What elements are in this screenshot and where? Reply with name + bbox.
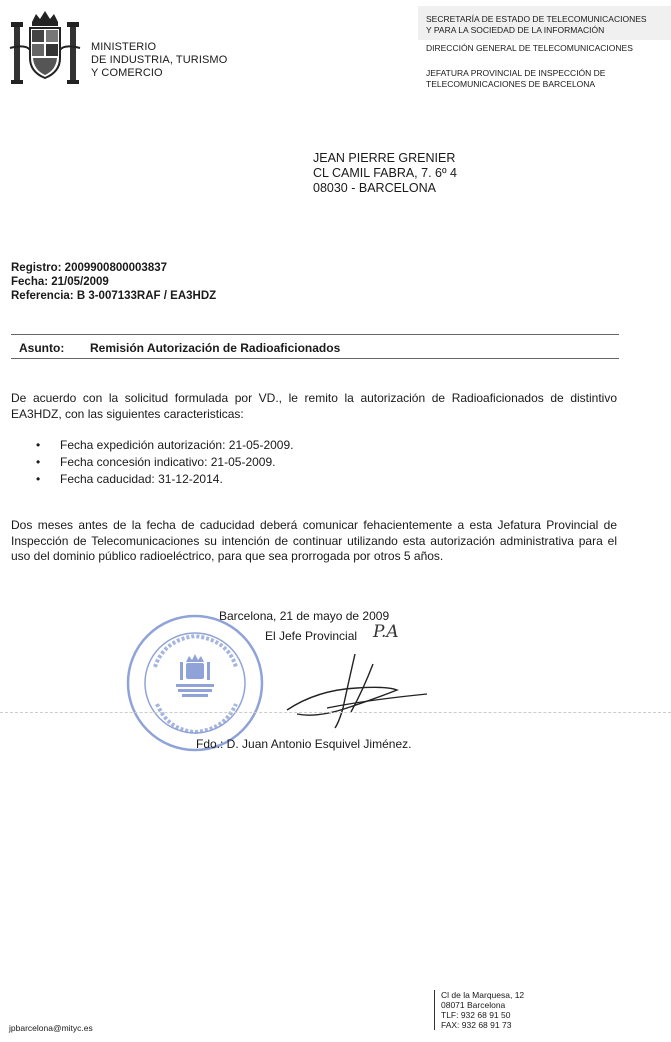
list-item bbox=[36, 454, 293, 471]
body-paragraph-intro: De acuerdo con la solicitud formulada por VD., le remito la autorización de Radioaficionados de distintivo EA3HDZ, con las siguientes caracteristicas: bbox=[11, 391, 617, 421]
footer-email: jpbarcelona@mityc.es bbox=[9, 1023, 93, 1033]
list-item-text: Fecha expedición autorización: 21-05-2009. bbox=[60, 438, 294, 452]
official-stamp bbox=[124, 612, 266, 754]
ministry-line: MINISTERIO bbox=[91, 41, 157, 53]
direccion-general: DIRECCIÓN GENERAL DE TELECOMUNICACIONES bbox=[426, 43, 633, 53]
subject-top-rule bbox=[11, 334, 619, 335]
bullet-icon: • bbox=[36, 472, 41, 486]
ministry-line: Y COMERCIO bbox=[91, 67, 163, 79]
signer-title: El Jefe Provincial bbox=[265, 629, 358, 643]
subject-label: Asunto: bbox=[19, 341, 65, 355]
registro-number: Registro: 2009900800003837 bbox=[11, 262, 168, 274]
list-item bbox=[36, 471, 293, 488]
registry-block bbox=[11, 261, 216, 303]
footer-fax: FAX: 932 68 91 73 bbox=[441, 1020, 512, 1030]
bullet-icon: • bbox=[36, 455, 41, 469]
body-paragraph-renewal: Dos meses antes de la fecha de caducidad deberá comunicar fehacientemente a esta Jefatura Provincial de Inspección de Telecomunicaciones su intención de continuar utilizando esta autorización administrativa para el uso del dominio público radioeléctrico, para que sea prorrogada por otros 5 años. bbox=[11, 518, 617, 563]
place-and-date: Barcelona, 21 de mayo de 2009 bbox=[219, 609, 390, 623]
footer-street: Cl de la Marquesa, 12 bbox=[441, 990, 525, 1000]
subject-bottom-rule bbox=[11, 358, 619, 359]
handwritten-signature bbox=[277, 650, 437, 732]
registry-date: Fecha: 21/05/2009 bbox=[11, 276, 109, 288]
ministry-line: DE INDUSTRIA, TURISMO bbox=[91, 54, 228, 66]
jefatura-line: TELECOMUNICACIONES DE BARCELONA bbox=[426, 79, 596, 89]
list-item-text: Fecha caducidad: 31-12-2014. bbox=[60, 472, 223, 486]
jefatura-line: JEFATURA PROVINCIAL DE INSPECCIÓN DE bbox=[426, 68, 606, 78]
scan-artifact-line bbox=[0, 712, 671, 714]
secretaria-name bbox=[426, 14, 647, 36]
coat-of-arms-emblem bbox=[6, 8, 84, 90]
recipient-address bbox=[313, 151, 457, 196]
recipient-name: JEAN PIERRE GRENIER bbox=[313, 151, 456, 165]
footer-address bbox=[434, 990, 524, 1030]
reference: Referencia: B 3-007133RAF / EA3HDZ bbox=[11, 290, 217, 302]
bullet-icon: • bbox=[36, 438, 41, 452]
list-item bbox=[36, 437, 293, 454]
recipient-city: 08030 - BARCELONA bbox=[313, 181, 436, 195]
jefatura-provincial bbox=[426, 68, 605, 90]
ministry-name bbox=[91, 41, 227, 80]
footer-phone: TLF: 932 68 91 50 bbox=[441, 1010, 511, 1020]
secretaria-line: Y PARA LA SOCIEDAD DE LA INFORMACIÓN bbox=[426, 25, 605, 35]
recipient-street: CL CAMIL FABRA, 7. 6º 4 bbox=[313, 166, 457, 180]
footer-city: 08071 Barcelona bbox=[441, 1000, 506, 1010]
signed-by: Fdo.: D. Juan Antonio Esquivel Jiménez. bbox=[196, 737, 412, 751]
subject-text: Remisión Autorización de Radioaficionados bbox=[90, 341, 341, 355]
per-authorization-mark: P.A bbox=[373, 622, 399, 642]
list-item-text: Fecha concesión indicativo: 21-05-2009. bbox=[60, 455, 276, 469]
characteristics-list bbox=[36, 437, 293, 488]
secretaria-line: SECRETARÍA DE ESTADO DE TELECOMUNICACIONES bbox=[426, 14, 647, 24]
